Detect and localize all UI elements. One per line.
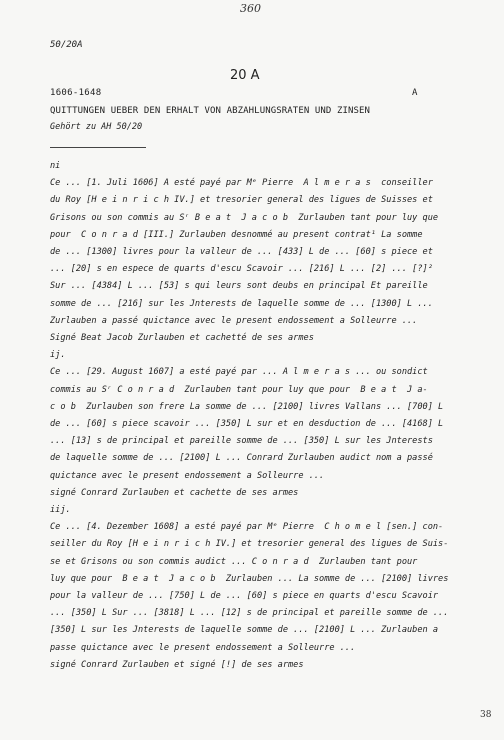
date-range: 1606-1648 [50, 88, 102, 98]
text-line: du Roy [H e i n r i c h IV.] et tresorier general des ligues de Suisses et [50, 195, 433, 206]
text-line: signé Conrard Zurlauben et signé [!] de ses armes [50, 659, 304, 670]
text-line: de laquelle somme de ... [2100] L ... Conrard Zurlauben audict nom a passé [50, 453, 433, 464]
text-line: ... [350] L Sur ... [3818] L ... [12] s de principal et pareille somme de ... [50, 608, 449, 619]
text-line: pour la valleur de ... [750] L de ... [60] s piece en quarts d'escu Scavoir [50, 591, 439, 602]
divider-rule [50, 147, 146, 148]
text-line: Signé Beat Jacob Zurlauben et cachetté de ses armes [50, 333, 314, 344]
text-line: luy que pour B e a t J a c o b Zurlauben ... La somme de ... [2100] livres [50, 573, 449, 584]
text-line: c o b Zurlauben son frere La somme de ... [2100] livres Vallans ... [700] L [50, 401, 444, 412]
text-line: passe quictance avec le present endossement a Solleurre ... [50, 642, 356, 653]
text-line: commis au Sʳ C o n r a d Zurlauben tant pour luy que pour B e a t J a- [50, 384, 428, 395]
page-number: 360 [240, 2, 261, 15]
text-line: signé Conrard Zurlauben et cachette de ses armes [50, 487, 299, 498]
page-footer-mark: 38 [480, 710, 492, 720]
text-line: seiller du Roy [H e i n r i c h IV.] et tresorier general des ligues de Suis- [50, 539, 449, 550]
text-line: Sur ... [4384] L ... [53] s qui leurs sont deubs en principal Et pareille [50, 281, 428, 292]
text-line: ... [20] s en espece de quarts d'escu Scavoir ... [216] L ... [2] ... [?]² [50, 264, 433, 275]
text-line: Ce ... [29. August 1607] a esté payé par ... A l m e r a s ... ou sondict [50, 367, 428, 378]
text-line: ij. [50, 350, 66, 361]
text-line: se et Grisons ou son commis audict ... C o n r a d Zurlauben tant pour [50, 556, 418, 567]
text-line: iij. [50, 505, 71, 516]
text-line: pour C o n r a d [III.] Zurlauben desnommé au present contrat¹ La somme [50, 229, 423, 240]
text-line: de ... [60] s piece scavoir ... [350] L sur et en desduction de ... [4168] L [50, 419, 444, 430]
text-line: [350] L sur les Jnterests de laquelle somme de ... [2100] L ... Zurlauben a [50, 625, 439, 636]
text-line: Ce ... [4. Dezember 1608] a esté payé par Mᵉ Pierre C h o m e l [sen.] con- [50, 522, 444, 533]
text-line: de ... [1300] livres pour la valleur de ... [433] L de ... [60] s piece et [50, 247, 433, 258]
text-line: Ce ... [1. Juli 1606] A esté payé par Mᵉ Pierre A l m e r a s conseiller [50, 178, 433, 189]
text-line: ... [13] s de principal et pareille somme de ... [350] L sur les Jnterests [50, 436, 433, 447]
text-line: Zurlauben a passé quictance avec le present endossement a Solleurre ... [50, 315, 418, 326]
document-number: 20 A [230, 68, 260, 83]
belongs-to-note: Gehört zu AH 50/20 [50, 122, 143, 132]
archive-reference: 50/20A [50, 40, 83, 50]
text-line: ni [50, 161, 61, 171]
document-heading: QUITTUNGEN UEBER DEN ERHALT VON ABZAHLUNGSRATEN UND ZINSEN [50, 106, 371, 116]
section-letter: A [412, 88, 418, 98]
text-line: quictance avec le present endossement a Solleurre ... [50, 470, 325, 481]
text-line: Grisons ou son commis au Sʳ B e a t J a c o b Zurlauben tant pour luy que [50, 212, 439, 223]
transcription-body [50, 158, 468, 674]
text-line: somme de ... [216] sur les Jnterests de laquelle somme de ... [1300] L ... [50, 298, 433, 309]
